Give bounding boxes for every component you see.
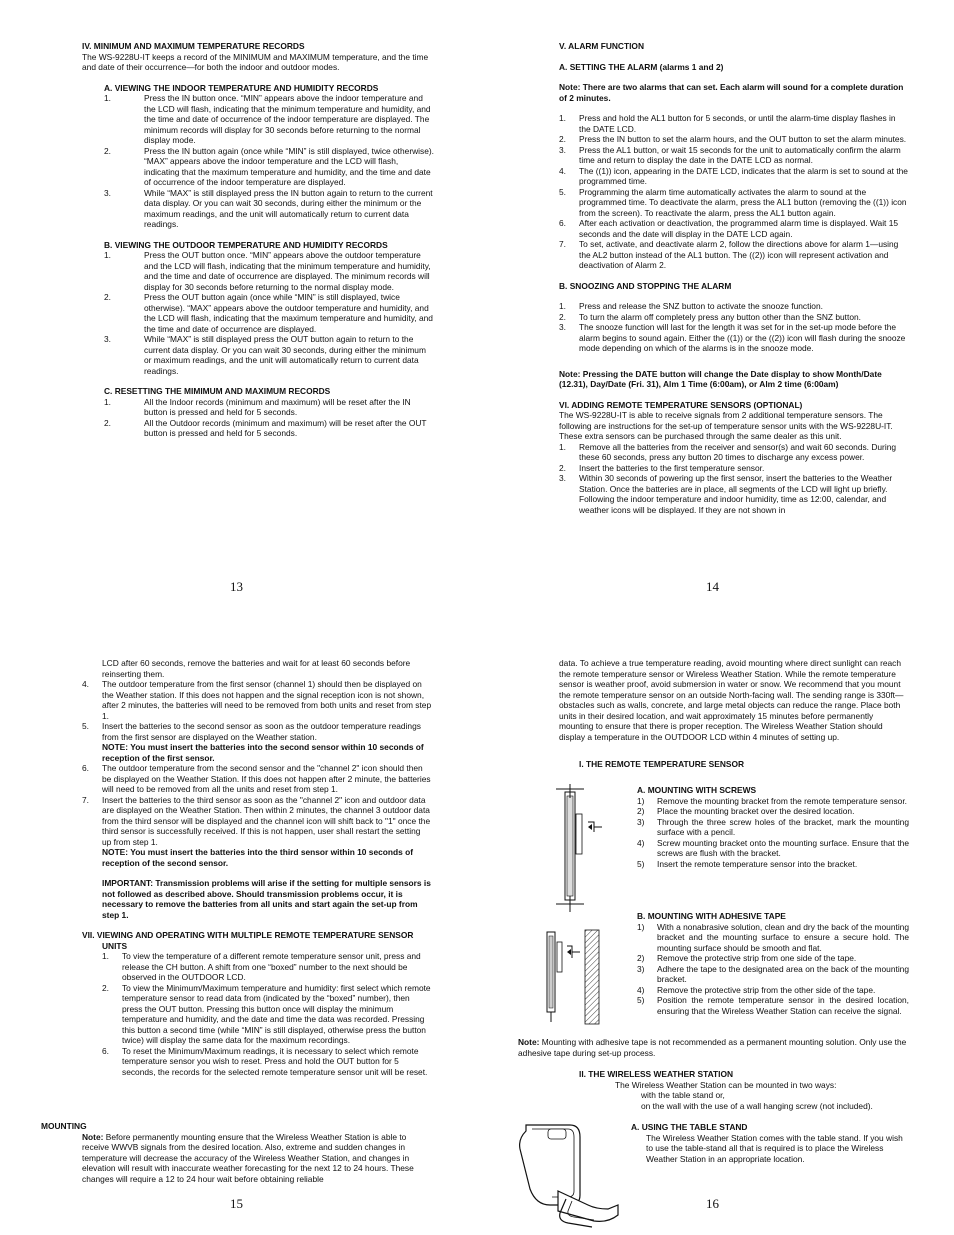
list-item: 2. All the Outdoor records (minimum and maximum) will be reset after the OUT button is pressed and held for 5 seconds. (104, 417, 427, 438)
list-item: 5. Insert the batteries to the second sensor as soon as the outdoor temperature readings from the first sensor are displayed on the Weather station. NOTE: You must insert the batteries into the second sensor within 10 seconds of reception of the first sensor. (82, 721, 424, 763)
continued-text: LCD after 60 seconds, remove the batteries and wait for at least 60 seconds before reinserting them. (102, 658, 411, 679)
subsection-a-title: A. MOUNTING WITH SCREWS (637, 785, 757, 795)
list-item: 2. Press the OUT button again (once while “MIN” is still displayed, twice otherwise). “MAX” appears above the outdoor temperature and humidity, and the LCD will flash, indicating that the maximum temperature and humidity, and the time and date of occurrence are displayed. (104, 292, 433, 334)
date-button-note: Note: Pressing the DATE button will change the Date display to show Month/Date (12.31), Day/Date (Fri. 31), Alm 1 Time (6:00am), or Alm 2 time (6:00am) (559, 368, 882, 389)
step-note: NOTE: You must insert the batteries into the third sensor within 10 seconds of reception of the second sensor. (102, 847, 414, 868)
page-number-13: 13 (230, 579, 243, 594)
list-item: 7. Insert the batteries to the third sensor as soon as the "channel 2" icon and outdoor data are displayed on the Weather Station. Then within 2 minutes, the channel 3 outdoor data from the third sensor will be displayed and the channel icon will shift back to "1" once the third sensor is successfully received. If this is not happen, user shall restart the setting up from step 1. NOTE: You must insert the batteries into the third sensor within 10 seconds of reception of the second sensor. (82, 794, 431, 868)
table-stand-title: A. USING THE TABLE STAND (631, 1122, 748, 1132)
section-vii-title: VII. VIEWING AND OPERATING WITH MULTIPLE REMOTE TEMPERATURE SENSOR UNITS (82, 930, 414, 951)
list-item: 5) Position the remote temperature sensor in the desired location, ensuring that the Wireless Weather Station can receive the signal. (637, 995, 909, 1016)
sensor-adhesive-mount-illustration (543, 928, 603, 1026)
list-item: 1. Press and release the SNZ button to activate the snooze function. (559, 301, 823, 311)
important-note: IMPORTANT: Transmission problems will arise if the setting for multiple sensors is not followed as described above. Should transmission problems occur, it is necessary to remove the batteries from all units and start again the set-up from step 1. (102, 878, 431, 920)
list-item: 5) Insert the remote temperature sensor into the bracket. (637, 858, 858, 869)
section-i-title: I. THE REMOTE TEMPERATURE SENSOR (579, 759, 745, 769)
list-item: 3. Press the AL1 button, or wait 15 seconds for the unit to automatically confirm the alarm time and return to display the date in the DATE LCD as normal. (559, 144, 901, 165)
subsection-b-title: B. SNOOZING AND STOPPING THE ALARM (559, 280, 732, 291)
alarm-note: Note: There are two alarms that can set. Each alarm will sound for a complete duration of 2 minutes. (559, 82, 904, 103)
sensor-screw-mount-illustration (548, 784, 608, 916)
subsection-b-title: B. MOUNTING WITH ADHESIVE TAPE (637, 911, 786, 921)
screw-mount-steps (637, 785, 909, 869)
list-item: 7. To set, activate, and deactivate alarm 2, follow the directions above for alarm 1—using the AL2 button instead of the AL1 button. The ((2)) icon will represent activation and deactivation of Alarm 2. (559, 239, 899, 270)
continued-text: data. To achieve a true temperature reading, avoid mounting where direct sunlight can reach the remote temperature sensor or Wireless Weather Station. While the remote temperature sensor is weather proof, avoid submersion in water or snow. We recommend that you mount the remote temperature sensor on an outside North-facing wall. The sending range is 330ft—obstacles such as walls, concrete, and large metal objects can reduce the range. Place both units in their desired location, and wait approximately 15 minutes before permanently mounting to ensure that there is proper reception. The Wireless Weather Station should display a temperature in the OUTDOOR LCD within 4 minutes of setting up. (559, 658, 904, 742)
list-item: 1. All the Indoor records (minimum and maximum) will be reset after the IN button is pressed and held for 5 seconds. (104, 396, 411, 417)
section-ii-title: II. THE WIRELESS WEATHER STATION (579, 1069, 734, 1079)
section-vi-title: VI. ADDING REMOTE TEMPERATURE SENSORS (OPTIONAL) (559, 399, 803, 410)
page-15 (82, 658, 432, 1077)
subsection-c-title: C. RESETTING THE MIMIMUM AND MAXIMUM RECORDS (104, 386, 331, 396)
list-item: 4. The ((1)) icon, appearing in the DATE LCD, indicates that the alarm is set to sound at the programmed time. (559, 165, 908, 186)
list-item: 3) Through the three screw holes of the bracket, mark the mounting surface with a pencil. (637, 816, 909, 837)
list-item: 3. While “MAX” is still displayed press the IN button again to return to the current data display. Or you can wait 30 seconds, during either the minimum or the maximum readings, and the unit will automatically return to current data readings. (104, 187, 433, 229)
mount-way-2: on the wall with the use of a wall hanging screw (not included). (641, 1100, 873, 1111)
list-item: 2. Press the IN button to set the alarm hours, and the OUT button to set the alarm minutes. (559, 134, 907, 144)
list-item: 4) Screw mounting bracket onto the mounting surface. Ensure that the screws are flush with the bracket. (637, 837, 909, 858)
list-item: 5. Programming the alarm time automatically activates the alarm to sound at the programmed time. To deactivate the alarm, press the AL1 button (removing the ((1)) icon from the screen). To reactivate the alarm, press the AL1 button again. (559, 186, 907, 218)
table-stand-section (631, 1122, 909, 1164)
list-item: 1. Press and hold the AL1 button for 5 seconds, or until the alarm-time display flashes in the DATE LCD. (559, 113, 896, 134)
section-iv-intro: The WS-9228U-IT keeps a record of the MINIMUM and MAXIMUM temperature, and the time and date of their occurrence—for both the indoor and outdoor modes. (82, 51, 429, 72)
list-item: 1. Press the IN button once. “MIN” appears above the indoor temperature and the LCD will flash, indicating that the minimum temperature and humidity, and the time and date of occurrence of the indoor temperature are displayed. The minimum records will display for 30 seconds before returning to the normal display mode. (104, 93, 431, 145)
list-item: 1) With a nonabrasive solution, clean and dry the back of the mounting bracket and the mounting surface to ensure a secure hold. The mounting surface should be smooth and flat. (637, 921, 909, 953)
subsection-b-title: B. VIEWING THE OUTDOOR TEMPERATURE AND HUMIDITY RECORDS (104, 239, 388, 250)
mounting-section (41, 1121, 432, 1184)
section-iv-title: IV. MINIMUM AND MAXIMUM TEMPERATURE RECORDS (82, 41, 305, 51)
adhesive-mount-steps (637, 911, 909, 1016)
subsection-a-title: A. SETTING THE ALARM (alarms 1 and 2) (559, 61, 724, 72)
list-item: 2. Press the IN button again (once while “MIN” is still displayed, twice otherwise). “MAX” appears above the indoor temperature and the LCD will flash, indicating that the maximum temperature and humidity, and the time and date of occurrence of the indoor temperature are displayed. (104, 145, 434, 187)
section-v-title: V. ALARM FUNCTION (559, 41, 644, 51)
list-item: 6. The outdoor temperature from the second sensor and the "channel 2" icon should then be displayed on the Weather Station. If this does not happen after 2 minute, the batteries will need to be removed from all the units and reset from step 1. (82, 763, 431, 794)
adhesive-note: Note: Mounting with adhesive tape is not recommended as a permanent mounting solution. Only use the adhesive tape during set-up process. (518, 1037, 907, 1058)
weather-station-section (579, 1069, 909, 1111)
list-item: 6. After each activation or deactivation, the programmed alarm time is displayed. Wait 15 seconds and the date will display in the DATE LCD again. (559, 218, 899, 239)
list-item: 1. To view the temperature of a different remote temperature sensor unit, press and release the CH button. A shift from one “boxed” number to the next should be observed in the OUTDOOR LCD. (102, 951, 421, 982)
list-item: 2) Place the mounting bracket over the desired location. (637, 806, 855, 816)
list-item: 3) Adhere the tape to the designated area on the back of the mounting bracket. (637, 963, 909, 984)
list-item: 4) Remove the protective strip from the other side of the tape. (637, 984, 876, 995)
page-13 (82, 41, 434, 439)
page-14 (559, 41, 909, 515)
page-16 (559, 658, 909, 770)
list-item: 2. To view the Minimum/Maximum temperature and humidity: first select which remote temperature sensor to read data from (indicated by the “boxed” number), then press the OUT button. Pressing this button once will display the minimum temperature and humidity, and the date and time the data was recorded. Pressing this button a second time (while “MIN” is still displayed, otherwise press the button twice) will display the same data for the maximum recordings. (102, 982, 431, 1045)
list-item: 6. To reset the Minimum/Maximum readings, it is necessary to select which remote temperature sensor you wish to reset. Press and hold the OUT button for 5 seconds, the records for the selected remote temperature sensor unit will be reset. (102, 1045, 428, 1077)
table-stand-text: The Wireless Weather Station comes with the table stand. If you wish to use the table-stand all that is required is to place the Wireless Weather Station in an appropriate location. (646, 1132, 903, 1164)
list-item: 2. To turn the alarm off completely press any button other than the SNZ button. (559, 311, 861, 322)
list-item: 1. Remove all the batteries from the receiver and sensor(s) and wait 60 seconds. During these 60 seconds, press any button 20 times to discharge any excess power. (559, 441, 897, 462)
table-stand-illustration (518, 1121, 626, 1229)
section-vi-intro: The WS-9228U-IT is able to receive signals from 2 additional temperature sensors. The following are instructions for the set-up of temperature sensor units with the WS-9228U-IT. These extra sensors can be purchased through the same dealer as this unit. (559, 410, 893, 441)
section-ii-intro: The Wireless Weather Station can be mounted in two ways: (615, 1079, 837, 1090)
page-number-14: 14 (706, 579, 719, 594)
list-item: 3. Within 30 seconds of powering up the first sensor, insert the batteries to the Weather Station. Once the batteries are in place, all segments of the LCD will light up briefly. Following the indoor temperature and indoor humidity, time as 12:00, calendar, and weather icons will be displayed. If they are not shown in (559, 473, 893, 515)
mounting-note: Note: Before permanently mounting ensure that the Wireless Weather Station is able to receive WWVB signals from the desired location. Also, extreme and sudden changes in temperature will decrease the accuracy of the Wireless Weather Station, and changes in elevation will result with inaccurate weather forecasting for the next 12 to 24 hours. These changes will require a 12 to 24 hour wait before obtaining reliable (82, 1131, 414, 1184)
list-item: 1. Press the OUT button once. “MIN” appears above the outdoor temperature and the LCD will flash, indicating that the minimum temperature and humidity, and the time and date of occurrence are displayed. The minimum records will display for 30 seconds before returning to the normal display mode. (104, 250, 431, 292)
page-number-16: 16 (706, 1196, 719, 1211)
subsection-a-title: A. VIEWING THE INDOOR TEMPERATURE AND HUMIDITY RECORDS (104, 82, 379, 93)
list-item: 3. The snooze function will last for the length it was set for in the set-up mode before the alarm begins to sound again. Either the ((1)) or the ((2)) icon will flash during the snooze mode depending on which of the alarms is in the snooze mode. (559, 322, 906, 353)
list-item: 1) Remove the mounting bracket from the remote temperature sensor. (637, 795, 907, 806)
mount-way-1: with the table stand or, (641, 1090, 725, 1100)
mounting-title: MOUNTING (41, 1121, 87, 1131)
page-number-15: 15 (230, 1196, 243, 1211)
list-item: 2. Insert the batteries to the first temperature sensor. (559, 462, 765, 473)
list-item: 2) Remove the protective strip from one side of the tape. (637, 953, 857, 963)
list-item: 3. While “MAX” is still displayed press the OUT button again to return to the current data display. Or you can wait 30 seconds, during either the minimum or maximum readings, and the unit will automatically return to current data readings. (104, 334, 426, 376)
list-item: 4. The outdoor temperature from the first sensor (channel 1) should then be displayed on the Weather station. If this does not happen and the signal reception icon is not shown, after 2 minutes, the batteries will need to be removed from both units and reset from step 1. (82, 679, 432, 721)
step-note: NOTE: You must insert the batteries into the second sensor within 10 seconds of reception of the first sensor. (102, 742, 424, 763)
